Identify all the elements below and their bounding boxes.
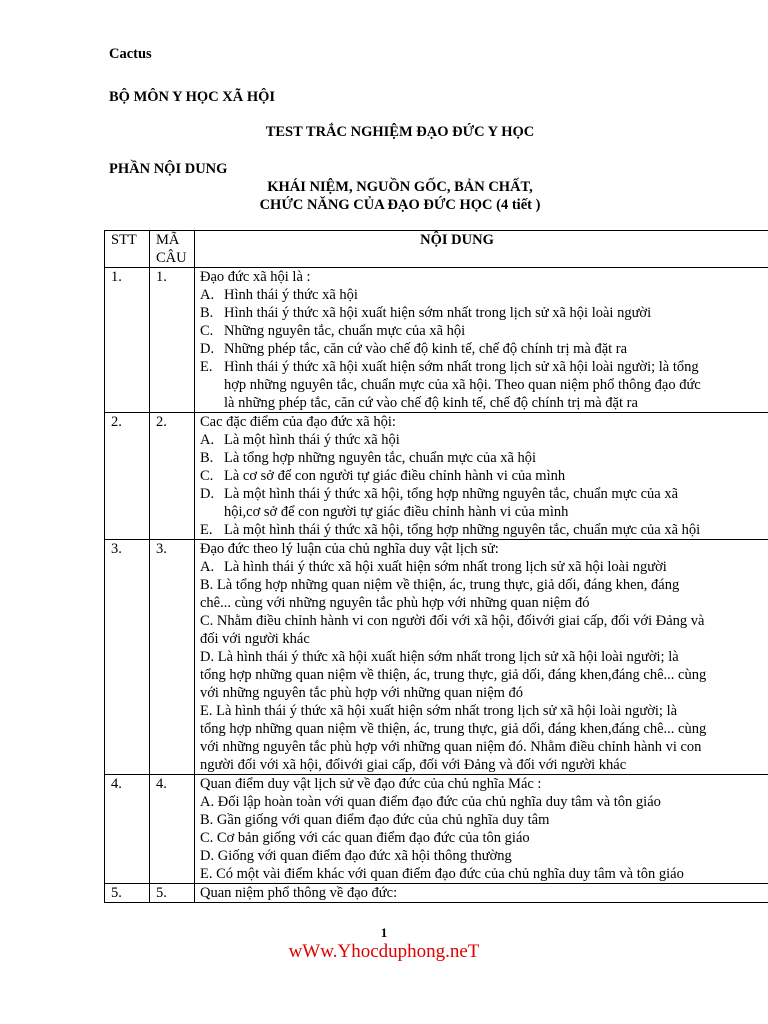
line-text: là những phép tắc, căn cứ vào chế độ kinh tế, chế độ chính trị mà đặt ra [224,395,638,411]
answer-line [200,521,768,539]
line-text: D. Giống với quan điểm đạo đức xã hội thông thường [200,848,512,864]
line-text: E. Là hình thái ý thức xã hội xuất hiện sớm nhất trong lịch sử xã hội loài người; là [200,703,678,719]
line-text: Là tổng hợp những nguyên tắc, chuẩn mực của xã hội [224,450,537,466]
line-text: Là một hình thái ý thức xã hội [224,432,400,448]
line-text: hội,cơ sở để con người tự giác điều chỉnh hành vi của mình [224,504,569,520]
row-content [195,884,768,903]
line-text: tổng hợp những quan niệm về thiện, ác, trung thực, giả dối, đáng khen,đáng chê... cùng [200,721,707,737]
answer-line [200,702,768,720]
line-text: Là một hình thái ý thức xã hội, tổng hợp những nguyên tắc, chuẩn mực của xã hội [224,522,701,538]
answer-line [200,449,768,467]
line-text: Cac đặc điểm của đạo đức xã hội: [200,414,396,430]
row-stt: 5. [105,884,150,903]
header-ma-line1: MÃ [156,232,180,248]
answer-line [200,485,768,503]
question-stem [200,268,768,286]
line-text: C. Nhằm điều chỉnh hành vi con người đối với xã hội, đốivới giai cấp, đối với Đảng và [200,613,705,629]
answer-line [200,594,768,612]
line-text: Đạo đức theo lý luận của chủ nghĩa duy vật lịch sử: [200,541,499,557]
line-text: đối với người khác [200,631,310,647]
line-text: Quan điểm duy vật lịch sử về đạo đức của chủ nghĩa Mác : [200,776,542,792]
answer-line [200,829,768,847]
answer-line [200,865,768,883]
test-title: TEST TRẮC NGHIỆM ĐẠO ĐỨC Y HỌC [265,124,535,140]
row-question-code: 1. [150,268,195,413]
question-stem [200,884,768,902]
row-question-code: 3. [150,540,195,775]
option-label: A. [200,287,215,303]
row-stt: 3. [105,540,150,775]
line-text: Những phép tắc, căn cứ vào chế độ kinh tế, chế độ chính trị mà đặt ra [224,341,628,357]
answer-line [200,648,768,666]
answer-line [200,340,768,358]
answer-line [200,558,768,576]
line-text: Là một hình thái ý thức xã hội, tổng hợp những nguyên tắc, chuẩn mực của xã [224,486,679,502]
table-row [105,268,768,413]
answer-line [200,576,768,594]
header-question-code [150,231,195,268]
line-text: tổng hợp những quan niệm về thiện, ác, trung thực, giả dối, đáng khen,đáng chê... cùng [200,667,707,683]
table-row [105,413,768,540]
author-name: Cactus [109,46,152,62]
row-content [195,540,768,775]
answer-line [200,286,768,304]
option-label: A. [200,432,215,448]
row-question-code: 5. [150,884,195,903]
section-heading: PHẦN NỘI DUNG [109,161,228,177]
question-stem [200,413,768,431]
line-text: người đối với xã hội, đốivới giai cấp, đối với Đảng và đối với người khác [200,757,627,773]
line-text: chê... cùng với những nguyên tắc phù hợp với những quan niệm đó [200,595,590,611]
answer-line [200,467,768,485]
answer-line [200,630,768,648]
header-ma-line2: CÂU [156,250,187,266]
table-row [105,884,768,903]
line-text: Hình thái ý thức xã hội [224,287,358,303]
line-text: E. Có một vài điểm khác với quan điểm đạo đức của chủ nghĩa duy tâm và tôn giáo [200,866,684,882]
answer-line [200,394,768,412]
option-label: B. [200,450,214,466]
answer-line [200,376,768,394]
option-label: C. [200,323,214,339]
question-stem [200,775,768,793]
answer-line [200,720,768,738]
header-content: NỘI DUNG [195,231,768,268]
row-content [195,775,768,884]
line-text: Hình thái ý thức xã hội xuất hiện sớm nhất trong lịch sử xã hội loài người; là tổng [224,359,699,375]
line-text: hợp những nguyên tắc, chuẩn mực của xã hội. Theo quan niệm phổ thông đạo đức [224,377,701,393]
row-content [195,268,768,413]
answer-line [200,358,768,376]
answer-line [200,811,768,829]
answer-line [200,666,768,684]
line-text: Là hình thái ý thức xã hội xuất hiện sớm nhất trong lịch sử xã hội loài người [224,559,667,575]
row-stt: 2. [105,413,150,540]
line-text: B. Là tổng hợp những quan niệm về thiện, ác, trung thực, giả dối, đáng khen, đáng [200,577,680,593]
line-text: Là cơ sở để con người tự giác điều chỉnh hành vi của mình [224,468,566,484]
line-text: B. Gần giống với quan điểm đạo đức của chủ nghĩa duy tâm [200,812,550,828]
line-text: A. Đối lập hoàn toàn với quan điểm đạo đức của chủ nghĩa duy tâm và tôn giáo [200,794,661,810]
table-row [105,540,768,775]
answer-line [200,738,768,756]
answer-line [200,431,768,449]
answer-line [200,793,768,811]
topic-heading-line1: KHÁI NIỆM, NGUỒN GỐC, BẢN CHẤT, [267,179,533,195]
header-stt: STT [105,231,150,268]
option-label: A. [200,559,215,575]
option-label: E. [200,359,213,375]
department-heading: BỘ MÔN Y HỌC XÃ HỘI [109,89,276,105]
option-label: D. [200,341,215,357]
line-text: Những nguyên tắc, chuẩn mực của xã hội [224,323,466,339]
line-text: với những nguyên tắc phù hợp với những quan niệm đó. Nhằm điều chỉnh hành vi con [200,739,702,755]
line-text: D. Là hình thái ý thức xã hội xuất hiện sớm nhất trong lịch sử xã hội loài người; là [200,649,679,665]
answer-line [200,756,768,774]
question-stem [200,540,768,558]
answer-line [200,503,768,521]
option-label: E. [200,522,213,538]
line-text: C. Cơ bản giống với các quan điểm đạo đức của tôn giáo [200,830,530,846]
line-text: với những nguyên tắc phù hợp với những quan niệm đó [200,685,524,701]
row-question-code: 2. [150,413,195,540]
option-label: B. [200,305,214,321]
answer-line [200,847,768,865]
row-stt: 1. [105,268,150,413]
line-text: Hình thái ý thức xã hội xuất hiện sớm nhất trong lịch sử xã hội loài người [224,305,652,321]
line-text: Quan niệm phổ thông về đạo đức: [200,885,398,901]
option-label: D. [200,486,215,502]
answer-line [200,612,768,630]
row-content [195,413,768,540]
row-stt: 4. [105,775,150,884]
answer-line [200,684,768,702]
website-watermark: wWw.Yhocduphong.neT [288,941,480,962]
topic-heading-line2: CHỨC NĂNG CỦA ĐẠO ĐỨC HỌC (4 tiết ) [259,197,541,213]
line-text: Đạo đức xã hội là : [200,269,311,285]
table-row [105,775,768,884]
answer-line [200,322,768,340]
answer-line [200,304,768,322]
row-question-code: 4. [150,775,195,884]
page-number: 1 [380,925,388,940]
table-header-row [105,231,768,268]
option-label: C. [200,468,214,484]
question-table [104,230,768,903]
